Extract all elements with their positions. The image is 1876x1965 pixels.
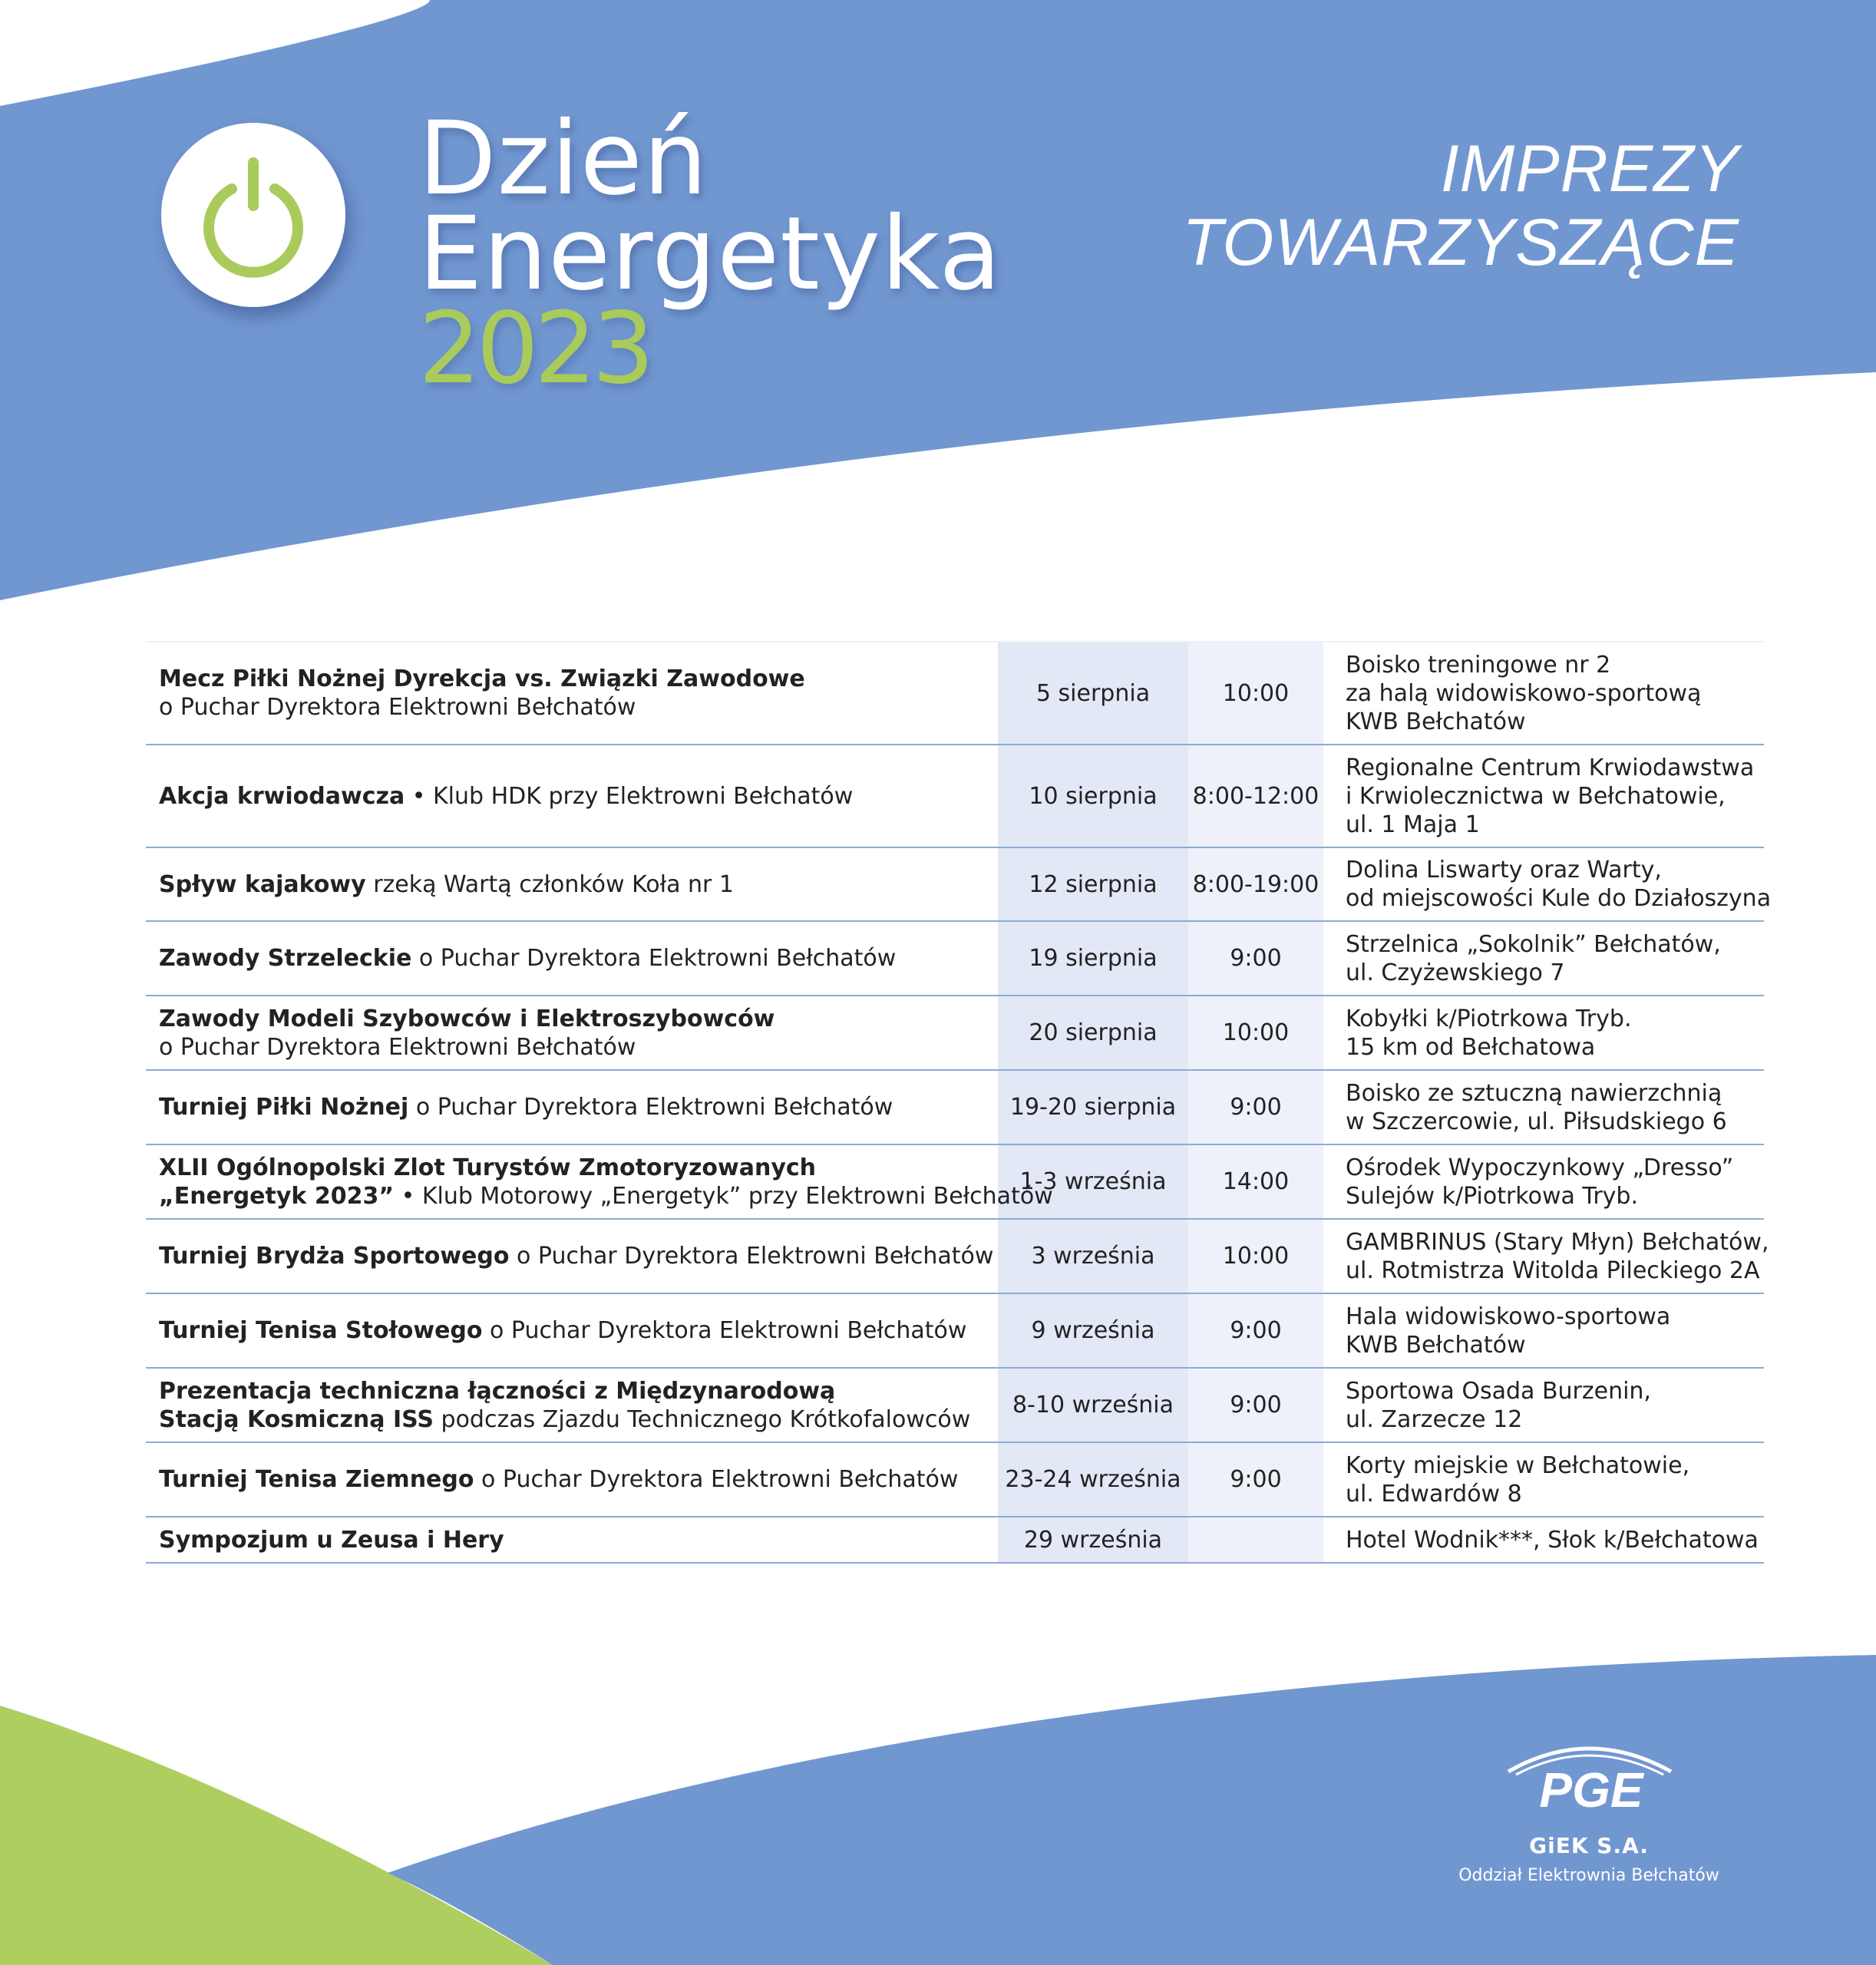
event-name-cell [146,1517,998,1563]
table-row [146,1368,1764,1442]
event-name-line [159,1182,1053,1210]
event-name-bold: Mecz Piłki Nożnej Dyrekcja vs. Związki Zawodowe [159,665,805,692]
event-name-line [159,782,998,811]
page-subtitle [1182,132,1739,279]
table-row [146,1144,1764,1219]
event-time: 9:00 [1188,1368,1323,1442]
event-name-cell [146,745,998,847]
event-place-line: Kobyłki k/Piotrkowa Tryb. [1346,1005,1632,1032]
table-row [146,996,1764,1070]
event-name-line [159,1465,998,1494]
event-name-bold: Prezentacja techniczna łączności z Międzynarodową [159,1377,836,1405]
table-row [146,642,1764,745]
event-name-line [159,1316,998,1345]
event-place-cell [1333,1219,1769,1293]
event-place-cell [1333,996,1764,1070]
event-name-cell [146,1144,1053,1219]
event-name-cell [146,1070,998,1144]
event-name-cell [146,1219,998,1293]
event-place-line: i Krwiolecznictwa w Bełchatowie, [1346,782,1726,810]
event-place-line: ul. Czyżewskiego 7 [1346,959,1565,986]
event-name-line [159,665,998,693]
event-place-cell [1333,1144,1764,1219]
table-row [146,745,1764,847]
event-date: 9 września [998,1293,1188,1368]
column-gap [1323,1293,1333,1368]
event-name-bold: Sympozjum u Zeusa i Hery [159,1526,504,1554]
event-date: 1-3 września [998,1144,1188,1219]
event-place-line: GAMBRINUS (Stary Młyn) Bełchatów, [1346,1228,1769,1256]
event-date: 8-10 września [998,1368,1188,1442]
event-place-cell [1333,847,1772,921]
event-date: 19 sierpnia [998,921,1188,996]
event-date: 3 września [998,1219,1188,1293]
event-place-line: ul. Zarzecze 12 [1346,1405,1523,1433]
event-time: 10:00 [1188,996,1323,1070]
event-name-detail: o Puchar Dyrektora Elektrowni Bełchatów [474,1466,959,1493]
event-name-detail: o Puchar Dyrektora Elektrowni Bełchatów [159,694,636,721]
company-name: GiEK S.A. [1529,1833,1649,1858]
event-name-detail: o Puchar Dyrektora Elektrowni Bełchatów [482,1317,967,1344]
event-place-line: Sportowa Osada Burzenin, [1346,1377,1651,1405]
event-date: 23-24 września [998,1442,1188,1517]
event-place-line: od miejscowości Kule do Działoszyna [1346,885,1772,912]
event-name-line [159,1093,998,1121]
event-name-bold: Akcja krwiodawcza [159,782,405,810]
column-gap [1323,1517,1333,1563]
event-date: 29 września [998,1517,1188,1563]
column-gap [1323,1070,1333,1144]
column-gap [1323,921,1333,996]
event-name-cell [146,996,998,1070]
column-gap [1323,1144,1333,1219]
event-place-cell [1333,642,1764,745]
event-title [418,100,1002,406]
company-logo [1458,1742,1719,1885]
event-name-bold: Spływ kajakowy [159,870,366,898]
title-line-2: Energetyka [418,195,1002,313]
event-place-cell [1333,1442,1764,1517]
event-date: 12 sierpnia [998,847,1188,921]
event-place-cell [1333,1368,1764,1442]
event-place-line: Hotel Wodnik***, Słok k/Bełchatowa [1346,1526,1759,1554]
event-name-line [159,1005,998,1033]
column-gap [1323,1368,1333,1442]
column-gap [1323,1442,1333,1517]
event-place-cell [1333,921,1764,996]
company-division: Oddział Elektrownia Bełchatów [1458,1866,1719,1885]
event-name-line [159,693,998,722]
event-place-cell [1333,1517,1764,1563]
event-name-detail: • Klub HDK przy Elektrowni Bełchatów [405,782,854,810]
event-name-detail: o Puchar Dyrektora Elektrowni Bełchatów [411,945,897,972]
table-row [146,1442,1764,1517]
event-time: 9:00 [1188,1293,1323,1368]
event-date: 10 sierpnia [998,745,1188,847]
column-gap [1323,847,1333,921]
event-name-detail: o Puchar Dyrektora Elektrowni Bełchatów [408,1094,893,1121]
column-gap [1323,745,1333,847]
event-name-cell [146,642,998,745]
event-date: 19-20 sierpnia [998,1070,1188,1144]
column-gap [1323,1219,1333,1293]
event-name-cell [146,921,998,996]
power-logo-badge [161,123,345,307]
event-name-line [159,1033,998,1062]
event-place-line: Boisko ze sztuczną nawierzchnią [1346,1079,1722,1107]
event-place-line: KWB Bełchatów [1346,1331,1526,1359]
event-place-line: Sulejów k/Piotrkowa Tryb. [1346,1182,1639,1210]
event-name-detail: rzeką Wartą członków Koła nr 1 [365,870,735,898]
event-name-cell [146,847,998,921]
event-name-line [159,1526,998,1554]
event-name-bold: Turniej Brydża Sportowego [159,1243,510,1270]
footer-green-wave [0,1706,553,1965]
table-row [146,1293,1764,1368]
event-name-detail: o Puchar Dyrektora Elektrowni Bełchatów [509,1243,994,1270]
event-time: 10:00 [1188,1219,1323,1293]
event-place-line: Strzelnica „Sokolnik” Bełchatów, [1346,930,1721,958]
event-place-line: ul. 1 Maja 1 [1346,811,1480,838]
event-place-line: Regionalne Centrum Krwiodawstwa [1346,754,1755,781]
event-time: 9:00 [1188,1442,1323,1517]
event-name-detail: • Klub Motorowy „Energetyk” przy Elektrowni Bełchatów [394,1182,1053,1210]
event-place-line: Hala widowiskowo-sportowa [1346,1303,1671,1330]
event-time: 8:00-12:00 [1188,745,1323,847]
event-time: 9:00 [1188,921,1323,996]
event-place-line: 15 km od Bełchatowa [1346,1033,1596,1061]
event-name-line [159,1405,998,1434]
event-name-cell [146,1293,998,1368]
event-place-cell [1333,1070,1764,1144]
event-name-bold: „Energetyk 2023” [159,1182,395,1210]
event-place-line: KWB Bełchatów [1346,708,1526,735]
event-date: 5 sierpnia [998,642,1188,745]
event-date: 20 sierpnia [998,996,1188,1070]
event-name-cell [146,1368,998,1442]
event-name-line [159,1377,998,1405]
event-place-line: Korty miejskie w Bełchatowie, [1346,1451,1690,1479]
column-gap [1323,996,1333,1070]
column-gap [1323,642,1333,745]
event-time: 8:00-19:00 [1188,847,1323,921]
event-time: 9:00 [1188,1070,1323,1144]
event-name-bold: Turniej Tenisa Stołowego [159,1317,483,1344]
table-row [146,847,1764,921]
event-name-bold: Zawody Strzeleckie [159,945,412,972]
table-row [146,1070,1764,1144]
events-table [146,641,1772,1564]
event-place-line: za halą widowiskowo-sportową [1346,679,1702,707]
event-place-line: Ośrodek Wypoczynkowy „Dresso” [1346,1154,1734,1181]
event-name-detail: o Puchar Dyrektora Elektrowni Bełchatów [159,1033,636,1061]
title-year: 2023 [418,292,650,406]
title-line-1: Dzień [418,100,708,218]
table-row [146,1219,1764,1293]
table-row [146,1517,1764,1563]
event-name-line [159,944,998,973]
event-name-line [159,870,998,899]
event-place-line: ul. Rotmistrza Witolda Pileckiego 2A [1346,1257,1760,1284]
event-name-bold: Turniej Tenisa Ziemnego [159,1466,474,1493]
event-name-bold: Zawody Modeli Szybowców i Elektroszybowców [159,1005,775,1032]
event-place-line: Boisko treningowe nr 2 [1346,651,1611,679]
power-icon [161,123,345,307]
table-row [146,921,1764,996]
event-time: 10:00 [1188,642,1323,745]
event-name-bold: XLII Ogólnopolski Zlot Turystów Zmotoryzowanych [159,1154,817,1181]
pge-logo-text: PGE [1539,1762,1643,1811]
event-place-cell [1333,745,1764,847]
event-name-detail: podczas Zjazdu Technicznego Krótkofalowców [434,1405,971,1433]
subtitle-line-1: IMPREZY [1440,132,1739,206]
event-name-line [159,1242,998,1270]
event-place-line: ul. Edwardów 8 [1346,1480,1522,1508]
event-name-bold: Stacją Kosmiczną ISS [159,1405,434,1433]
pge-logo-icon [1493,1742,1685,1811]
event-time: 14:00 [1188,1144,1323,1219]
subtitle-line-2: TOWARZYSZĄCE [1182,206,1739,279]
event-name-bold: Turniej Piłki Nożnej [159,1094,409,1121]
event-place-cell [1333,1293,1764,1368]
event-name-cell [146,1442,998,1517]
event-place-line: Dolina Liswarty oraz Warty, [1346,857,1662,883]
event-place-line: w Szczercowie, ul. Piłsudskiego 6 [1346,1108,1727,1135]
event-name-line [159,1154,998,1182]
event-time [1188,1517,1323,1563]
